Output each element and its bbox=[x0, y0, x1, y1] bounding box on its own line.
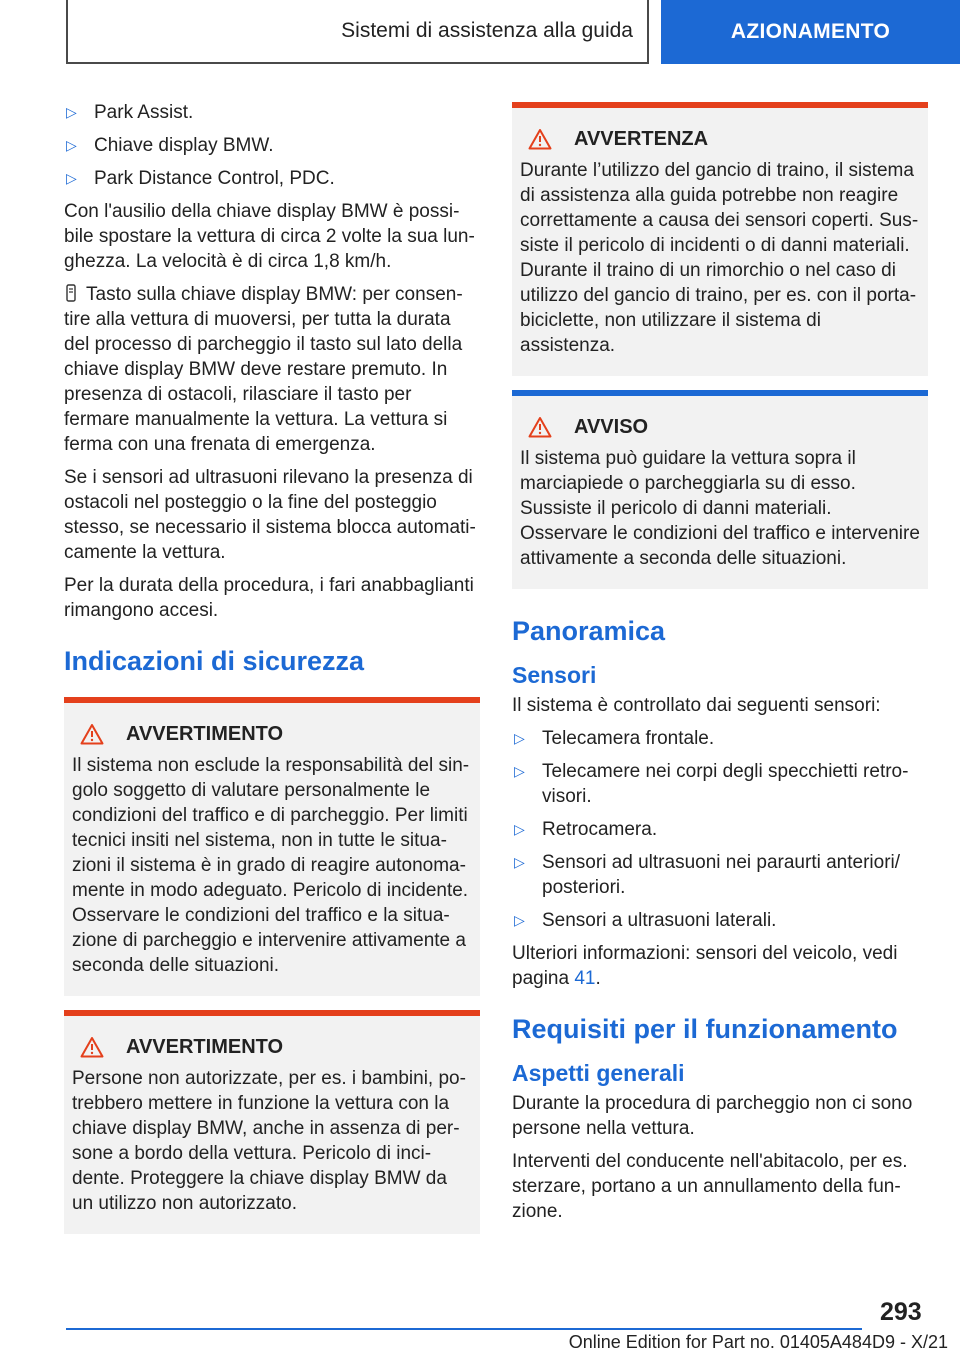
paragraph: Il sistema è controllato dai seguenti sensori: bbox=[512, 695, 881, 716]
triangle-bullet-icon: ▷ bbox=[514, 912, 525, 928]
paragraph: Per la durata della procedura, i fari anabbaglianti rimangono accesi. bbox=[64, 575, 474, 621]
paragraph-key: Tasto sulla chiave display BMW: per consentire alla vettura di muoversi, per tutta la durata del processo di parcheggio il tasto sul lato della chiave display BMW deve restare premuto. In presenza di ostacoli, rilasciare il tasto per fermare manualmente la vettura. La vettura si ferma con una frenata di emergenza. bbox=[64, 284, 463, 455]
section-title: Sistemi di assistenza alla guida bbox=[341, 19, 633, 42]
paragraph: Interventi del conducente nell'abitacolo, per es. sterzare, portano a un annullamento della funzione. bbox=[512, 1151, 908, 1222]
heading-panoramica: Panoramica bbox=[512, 616, 666, 646]
notice-text: Il sistema può guidare la vettura sopra il marciapiede o parcheggiarla su di esso. Sussiste il pericolo di danni materiali. Osservare le condizioni del traffico e intervenire attivamente a seconda delle situazioni. bbox=[520, 448, 920, 569]
header-section-title-box bbox=[66, 0, 649, 64]
list-item: ▷ Sensori a ultrasuoni laterali. bbox=[514, 910, 777, 931]
list-item: ▷ Retrocamera. bbox=[514, 819, 658, 840]
list-item: ▷ Telecamera frontale. bbox=[514, 728, 715, 749]
triangle-bullet-icon: ▷ bbox=[66, 137, 77, 153]
chapter-tab-label: AZIONAMENTO bbox=[730, 20, 891, 43]
warning-triangle-icon bbox=[80, 723, 104, 745]
triangle-bullet-icon: ▷ bbox=[514, 854, 525, 870]
footer-divider bbox=[66, 1328, 862, 1330]
list-item: ▷ Park Assist. bbox=[66, 102, 194, 123]
paragraph-more-info: Ulteriori informazioni: sensori del veicolo, vedi pagina 41. bbox=[512, 943, 898, 989]
warning-box bbox=[64, 1010, 480, 1234]
warning-box bbox=[512, 102, 928, 376]
warning-title: AVVERTIMENTO bbox=[80, 721, 472, 747]
list-item: ▷ Park Distance Control, PDC. bbox=[66, 168, 335, 189]
feature-list bbox=[64, 100, 480, 191]
left-column bbox=[64, 100, 480, 1242]
right-column bbox=[512, 102, 928, 1232]
list-item: ▷ Telecamere nei corpi degli specchietti retrovisori. bbox=[514, 761, 909, 807]
chapter-tab[interactable] bbox=[661, 0, 960, 64]
warning-text: Durante l’utilizzo del gancio di traino, il sistema di assistenza alla guida potrebbe non reagire correttamente a causa dei sensori coperti. Sussiste il pericolo di incidenti o di danni materiali. Durante il traino di un rimorchio o nel caso di utilizzo del gancio di traino, per es. con il portabiciclette, non utilizzare il sistema di assistenza. bbox=[520, 160, 919, 356]
paragraph: Se i sensori ad ultrasuoni rilevano la presenza di ostacoli nel posteggio o la fine del posteggio stesso, se necessario il sistema blocca automaticamente la vettura. bbox=[64, 467, 476, 563]
triangle-bullet-icon: ▷ bbox=[514, 730, 525, 746]
warning-title: AVVERTIMENTO bbox=[80, 1034, 472, 1060]
triangle-bullet-icon: ▷ bbox=[514, 821, 525, 837]
warning-triangle-icon bbox=[528, 128, 552, 150]
heading-requisiti: Requisiti per il funzionamento bbox=[512, 1014, 898, 1044]
notice-title: AVVISO bbox=[528, 414, 920, 440]
subheading-aspetti: Aspetti generali bbox=[512, 1060, 685, 1086]
sensor-list bbox=[512, 726, 928, 933]
notice-box bbox=[512, 390, 928, 589]
warning-box bbox=[64, 697, 480, 996]
warning-text: Il sistema non esclude la responsabilità del singolo soggetto di valutare personalmente le condizioni del traffico e di parcheggio. Per limiti tecnici insiti nel sistema, non in tutte le situazioni il sistema è in grado di reagire autonomamente in modo adeguato. Pericolo di incidente. Osservare le condizioni del traffico e la situazione di parcheggio e intervenire attivamente a seconda delle situazioni. bbox=[72, 755, 470, 976]
subheading-sensori: Sensori bbox=[512, 662, 597, 688]
paragraph: Con l'ausilio della chiave display BMW è possibile spostare la vettura di circa 2 volte la sua lunghezza. La velocità è di circa 1,8 km/h. bbox=[64, 201, 475, 272]
warning-title: AVVERTENZA bbox=[528, 126, 920, 152]
page-link[interactable]: 41 bbox=[574, 968, 596, 989]
list-item: ▷ Sensori ad ultrasuoni nei paraurti anteriori/ posteriori. bbox=[514, 852, 901, 898]
list-item: ▷ Chiave display BMW. bbox=[66, 135, 274, 156]
triangle-bullet-icon: ▷ bbox=[66, 170, 77, 186]
heading-safety: Indicazioni di sicurezza bbox=[64, 646, 365, 676]
warning-text: Persone non autorizzate, per es. i bambini, potrebbero mettere in funzione la vettura con la chiave display BMW, anche in assenza di persone a bordo della vettura. Pericolo di incidente. Proteggere la chiave display BMW da un utilizzo non autorizzato. bbox=[72, 1068, 466, 1214]
footer-edition: Online Edition for Part no. 01405A484D9 - X/21 bbox=[568, 1332, 948, 1352]
triangle-bullet-icon: ▷ bbox=[514, 763, 525, 779]
warning-triangle-icon bbox=[80, 1036, 104, 1058]
warning-triangle-icon bbox=[528, 416, 552, 438]
display-key-icon bbox=[66, 284, 76, 302]
paragraph: Durante la procedura di parcheggio non ci sono persone nella vettura. bbox=[512, 1093, 913, 1139]
triangle-bullet-icon: ▷ bbox=[66, 104, 77, 120]
page-number: 293 bbox=[880, 1298, 922, 1326]
